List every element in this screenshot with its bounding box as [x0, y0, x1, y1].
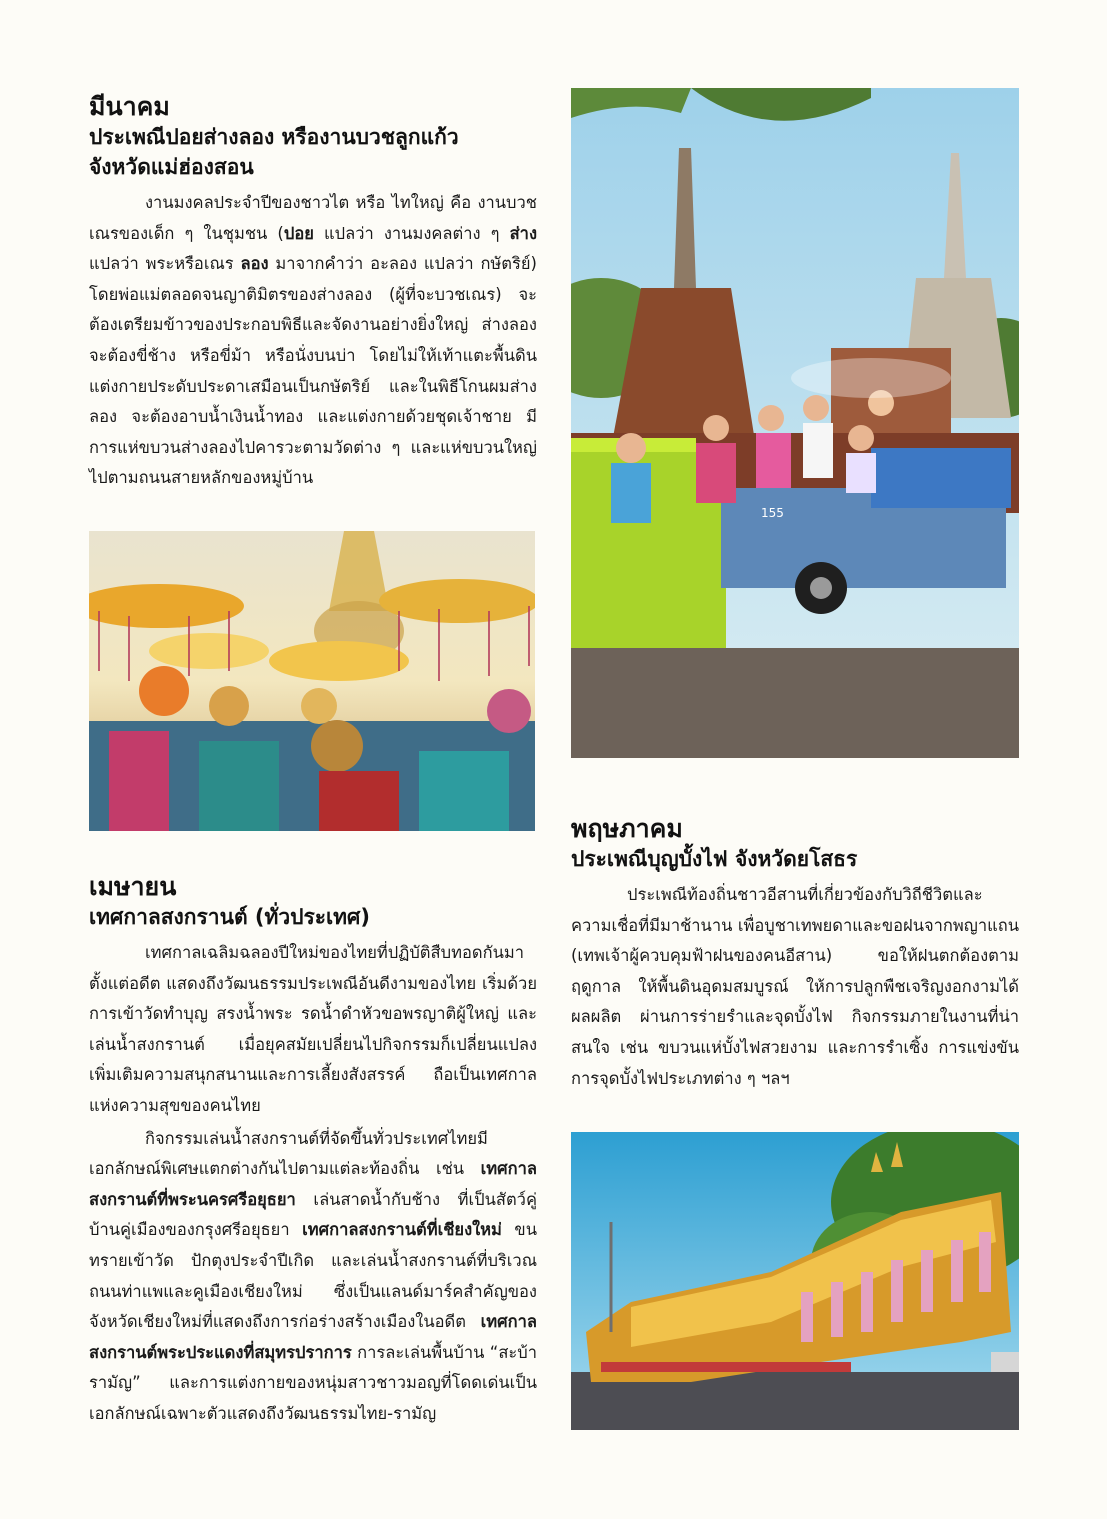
march-section — [89, 92, 537, 494]
april-month-heading: เมษายน — [89, 872, 177, 901]
march-month-heading: มีนาคม — [89, 92, 170, 121]
may-month-heading: พฤษภาคม — [571, 814, 683, 843]
april-paragraph-1: เทศกาลเฉลิมฉลองปีใหม่ของไทยที่ปฏิบัติสืบทอดกันมาตั้งแต่อดีต แสดงถึงวัฒนธรรมประเพณีอันดีงามของไทย เริ่มด้วยการเข้าวัดทำบุญ สรงน้ำพระ รดน้ำดำหัวขอพรญาติผู้ใหญ่ และเล่นน้ำสงกรานต์ เมื่อยุคสมัยเปลี่ยนไปกิจกรรมก็เปลี่ยนแปลง เพิ่มเติมความสนุกสนานและการเลี้ยงสังสรรค์ ถือเป็นเทศกาลแห่งความสุขของคนไทย — [89, 943, 537, 1115]
march-paragraph: งานมงคลประจำปีของชาวไต หรือ ไทใหญ่ คือ งานบวชเณรของเด็ก ๆ ในชุมชน (ปอย แปลว่า งานมงคลต่าง ๆ ส่าง แปลว่า พระหรือเณร ลอง มาจากคำว่า อะลอง แปลว่า กษัตริย์) โดยพ่อแม่ตลอดจนญาติมิตรของส่างลอง (ผู้ที่จะบวชเณร) จะต้องเตรียมข้าวของประกอบพิธีและจัดงานอย่างยิ่งใหญ่ ส่างลองจะต้องขี่ช้าง หรือขี่ม้า หรือนั่งบนบ่า โดยไม่ให้เท้าแตะพื้นดิน แต่งกายประดับประดาเสมือนเป็นกษัตริย์ และในพิธีโกนผมส่างลอง จะต้องอาบน้ำเงินน้ำทอง และแต่งกายด้วยชุดเจ้าชาย มีการแห่ขบวนส่างลองไปคารวะตามวัดต่าง ๆ และแห่ขบวนใหญ่ไปตามถนนสายหลักของหมู่บ้าน — [89, 193, 538, 488]
april-section — [89, 872, 537, 1430]
may-title: ประเพณีบุญบั้งไฟ จังหวัดยโสธร — [571, 847, 858, 871]
bun-bang-fai-photo — [571, 1132, 1019, 1430]
april-title: เทศกาลสงกรานต์ (ทั่วประเทศ) — [89, 905, 370, 929]
truck-number: 155 — [761, 506, 784, 520]
march-title-line1: ประเพณีปอยส่างลอง หรืองานบวชลูกแก้ว — [89, 125, 459, 149]
march-title-line2: จังหวัดแม่ฮ่องสอน — [89, 155, 254, 179]
songkran-ayutthaya-photo — [571, 88, 1019, 758]
may-paragraph: ประเพณีท้องถิ่นชาวอีสานที่เกี่ยวข้องกับวิถีชีวิตและความเชื่อที่มีมาช้านาน เพื่อบูชาเทพยดาและขอฝนจากพญาแถน (เทพเจ้าผู้ควบคุมฟ้าฝนของคนอีสาน) ขอให้ฝนตกต้องตามฤดูกาล ให้พื้นดินอุดมสมบูรณ์ ให้การปลูกพืชเจริญงอกงามได้ผลผลิต ผ่านการร่ายรำและจุดบั้งไฟ กิจกรรมภายในงานที่น่าสนใจ เช่น ขบวนแห่บั้งไฟสวยงาม และการรำเซิ้ง การแข่งขันการจุดบั้งไฟประเภทต่าง ๆ ฯลฯ — [571, 885, 1019, 1088]
poy-sang-long-photo — [89, 531, 535, 831]
may-section — [571, 814, 1019, 1094]
april-paragraph-2: กิจกรรมเล่นน้ำสงกรานต์ที่จัดขึ้นทั่วประเทศไทยมีเอกลักษณ์พิเศษแตกต่างกันไปตามแต่ละท้องถิ่น เช่น เทศกาลสงกรานต์ที่พระนครศรีอยุธยา เล่นสาดน้ำกับช้าง ที่เป็นสัตว์คู่บ้านคู่เมืองของกรุงศรีอยุธยา เทศกาลสงกรานต์ที่เชียงใหม่ ขนทรายเข้าวัด ปักตุงประจำปีเกิด และเล่นน้ำสงกรานต์ที่บริเวณถนนท่าแพและคูเมืองเชียงใหม่ ซึ่งเป็นแลนด์มาร์คสำคัญของจังหวัดเชียงใหม่ที่แสดงถึงการก่อร่างสร้างเมืองในอดีต เทศกาลสงกรานต์พระประแดงที่สมุทรปราการ การละเล่นพื้นบ้าน “สะบ้ารามัญ” และการแต่งกายของหนุ่มสาวชาวมอญที่โดดเด่นเป็นเอกลักษณ์เฉพาะตัวแสดงถึงวัฒนธรรมไทย-รามัญ — [89, 1128, 537, 1423]
